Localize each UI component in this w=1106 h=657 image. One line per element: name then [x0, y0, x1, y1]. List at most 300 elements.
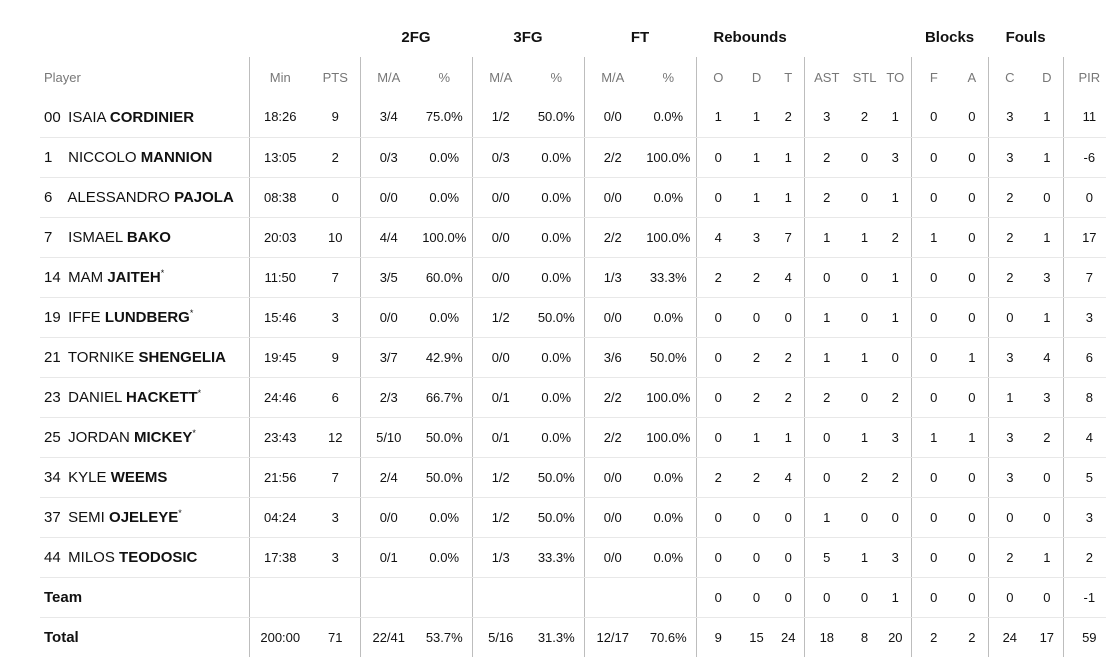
stat-pir: 17	[1063, 217, 1106, 257]
stat-fg3p: 0.0%	[529, 377, 584, 417]
stat-fg2p: 75.0%	[417, 97, 472, 137]
total-stat-ast: 18	[804, 617, 849, 657]
stat-to: 1	[880, 297, 911, 337]
player-name-cell[interactable]	[40, 97, 249, 137]
team-stat-fd: 0	[1031, 577, 1063, 617]
stat-fg3: 1/2	[472, 297, 529, 337]
stat-fg3: 0/0	[472, 257, 529, 297]
player-name-cell[interactable]	[40, 257, 249, 297]
player-name-cell[interactable]	[40, 537, 249, 577]
player-last-name: BAKO	[126, 229, 171, 246]
stat-fg3p: 50.0%	[529, 497, 584, 537]
stat-bf: 1	[911, 417, 956, 457]
column-header-row	[40, 57, 1106, 97]
stat-fd: 0	[1031, 177, 1063, 217]
stat-fg3: 0/0	[472, 337, 529, 377]
stat-fg2: 0/0	[360, 177, 417, 217]
stat-fg3: 0/0	[472, 217, 529, 257]
stat-ft: 2/2	[584, 137, 641, 177]
group-rebounds: Rebounds	[713, 28, 787, 46]
group-header-row	[40, 17, 1106, 57]
stat-t: 1	[773, 177, 804, 217]
stat-pir: 3	[1063, 297, 1106, 337]
box-score-table	[40, 17, 1106, 657]
stat-pir: 0	[1063, 177, 1106, 217]
col-blk-a[interactable]: A	[967, 69, 977, 85]
stat-fc: 0	[988, 497, 1031, 537]
col-blk-f[interactable]: F	[911, 57, 956, 97]
stat-d: 2	[740, 257, 773, 297]
total-stat-pir: 59	[1063, 617, 1106, 657]
stat-ba: 0	[956, 457, 988, 497]
team-stat-t: 0	[773, 577, 804, 617]
stat-to: 2	[880, 457, 911, 497]
stat-pts: 12	[311, 417, 360, 457]
stat-d: 0	[740, 497, 773, 537]
stat-fg3: 1/3	[472, 537, 529, 577]
stat-to: 1	[880, 97, 911, 137]
player-rows	[40, 97, 1106, 657]
stat-d: 2	[740, 457, 773, 497]
player-number: 44	[44, 549, 61, 566]
stat-fg2: 3/5	[360, 257, 417, 297]
stat-ast: 1	[804, 497, 849, 537]
team-label: Team	[40, 577, 249, 617]
stat-d: 3	[740, 217, 773, 257]
stat-pts: 3	[311, 537, 360, 577]
stat-ast: 2	[804, 177, 849, 217]
stat-t: 2	[773, 337, 804, 377]
stat-ba: 0	[956, 297, 988, 337]
stat-t: 0	[773, 497, 804, 537]
stat-bf: 1	[911, 217, 956, 257]
stat-stl: 1	[849, 537, 880, 577]
col-pts[interactable]: PTS	[322, 69, 348, 85]
stat-stl: 0	[849, 377, 880, 417]
stat-ftp: 0.0%	[641, 297, 696, 337]
table-row[interactable]	[40, 497, 1106, 537]
stat-fg2: 0/3	[360, 137, 417, 177]
player-name-cell[interactable]	[40, 177, 249, 217]
stat-d: 2	[740, 337, 773, 377]
total-stat-min: 200:00	[249, 617, 311, 657]
stat-ba: 0	[956, 257, 988, 297]
player-first-name: MAM	[68, 269, 104, 286]
stat-ftp: 0.0%	[641, 177, 696, 217]
group-blocks: Blocks	[924, 28, 975, 46]
col-min[interactable]: Min	[249, 57, 311, 97]
stat-to: 2	[880, 217, 911, 257]
stat-ftp: 50.0%	[641, 337, 696, 377]
player-name-cell[interactable]	[40, 297, 249, 337]
stat-d: 0	[740, 297, 773, 337]
stat-to: 1	[880, 257, 911, 297]
stat-d: 0	[740, 537, 773, 577]
stat-ast: 3	[804, 97, 849, 137]
stat-ba: 0	[956, 137, 988, 177]
stat-ft: 0/0	[584, 297, 641, 337]
stat-o: 0	[696, 377, 740, 417]
col-stl[interactable]: STL	[852, 69, 877, 85]
stat-ftp: 100.0%	[641, 137, 696, 177]
stat-fd: 0	[1031, 457, 1063, 497]
player-last-name: SHENGELIA	[138, 349, 226, 366]
team-stat-fg3p	[529, 577, 584, 617]
player-name-cell[interactable]	[40, 137, 249, 177]
table-row[interactable]	[40, 137, 1106, 177]
stat-ba: 1	[956, 417, 988, 457]
stat-to: 1	[880, 177, 911, 217]
stat-fg3: 1/2	[472, 97, 529, 137]
stat-to: 3	[880, 137, 911, 177]
stat-ft: 3/6	[584, 337, 641, 377]
player-first-name: NICCOLO	[68, 149, 137, 166]
stat-min: 11:50	[249, 257, 311, 297]
stat-o: 1	[696, 97, 740, 137]
stat-ft: 0/0	[584, 457, 641, 497]
stat-ast: 1	[804, 337, 849, 377]
stat-ft: 2/2	[584, 377, 641, 417]
col-3fg-ma[interactable]: M/A	[472, 57, 529, 97]
stat-min: 20:03	[249, 217, 311, 257]
stat-fg3: 0/1	[472, 417, 529, 457]
stat-fg3p: 0.0%	[529, 337, 584, 377]
player-number: 37	[44, 509, 61, 526]
total-stat-fd: 17	[1039, 629, 1055, 645]
stat-bf: 0	[911, 377, 956, 417]
stat-pts: 7	[311, 457, 360, 497]
stat-min: 21:56	[249, 457, 311, 497]
col-ast[interactable]: AST	[804, 57, 849, 97]
stat-d: 1	[740, 177, 773, 217]
team-stat-min	[249, 577, 311, 617]
player-first-name: JORDAN	[68, 429, 130, 446]
stat-ba: 0	[956, 97, 988, 137]
col-ft-pct[interactable]: %	[662, 69, 675, 85]
player-name-cell[interactable]	[40, 217, 249, 257]
stat-stl: 0	[849, 177, 880, 217]
stat-ba: 1	[956, 337, 988, 377]
stat-fc: 2	[988, 177, 1031, 217]
player-number: 6	[44, 189, 53, 206]
stat-bf: 0	[911, 457, 956, 497]
stat-fc: 3	[988, 417, 1031, 457]
stat-fg3p: 33.3%	[529, 537, 584, 577]
stat-fd: 3	[1031, 257, 1063, 297]
stat-ft: 1/3	[584, 257, 641, 297]
stat-bf: 0	[911, 257, 956, 297]
stat-to: 3	[880, 417, 911, 457]
stat-bf: 0	[911, 337, 956, 377]
col-pir[interactable]: PIR	[1063, 57, 1106, 97]
stat-t: 2	[773, 377, 804, 417]
team-stat-fg2p	[417, 577, 472, 617]
stat-min: 08:38	[249, 177, 311, 217]
player-last-name: CORDINIER	[109, 108, 195, 126]
stat-fg3: 0/0	[472, 177, 529, 217]
player-last-name: MICKEY	[134, 429, 193, 446]
stat-fg2: 5/10	[360, 417, 417, 457]
stat-o: 0	[696, 177, 740, 217]
stat-min: 15:46	[249, 297, 311, 337]
team-stat-to: 1	[880, 577, 911, 617]
col-ft-ma[interactable]: M/A	[584, 57, 641, 97]
table-row[interactable]	[40, 377, 1106, 417]
stat-pts: 7	[311, 257, 360, 297]
stat-t: 1	[773, 137, 804, 177]
stat-ft: 0/0	[584, 97, 641, 137]
stat-ft: 0/0	[584, 497, 641, 537]
total-stat-stl: 8	[860, 629, 869, 645]
table-row[interactable]	[40, 217, 1106, 257]
stat-o: 0	[696, 137, 740, 177]
col-reb-o[interactable]: O	[696, 57, 740, 97]
team-stat-d: 0	[740, 577, 773, 617]
stat-t: 0	[773, 297, 804, 337]
stat-ft: 2/2	[584, 217, 641, 257]
col-2fg-ma[interactable]: M/A	[360, 57, 417, 97]
stat-stl: 2	[849, 457, 880, 497]
player-name-cell[interactable]	[40, 457, 249, 497]
stat-pts: 6	[311, 377, 360, 417]
team-stat-o: 0	[696, 577, 740, 617]
stat-d: 1	[740, 137, 773, 177]
col-reb-d[interactable]: D	[751, 69, 762, 85]
stat-fg2: 3/7	[360, 337, 417, 377]
player-last-name: PAJOLA	[174, 189, 234, 206]
stat-t: 4	[773, 457, 804, 497]
stat-ftp: 0.0%	[641, 497, 696, 537]
stat-stl: 0	[849, 297, 880, 337]
stat-fc: 3	[988, 457, 1031, 497]
starter-marker: *	[192, 428, 196, 438]
stat-fd: 3	[1031, 377, 1063, 417]
total-stat-ft: 12/17	[584, 617, 641, 657]
group-3fg: 3FG	[513, 28, 543, 46]
stat-fg2p: 50.0%	[417, 457, 472, 497]
col-reb-t[interactable]: T	[784, 69, 793, 85]
player-last-name: OJELEYE	[109, 509, 179, 526]
stat-fg3p: 0.0%	[529, 137, 584, 177]
stat-min: 18:26	[249, 97, 311, 137]
stat-ast: 5	[804, 537, 849, 577]
starter-marker: *	[178, 508, 182, 518]
stat-fg3p: 50.0%	[529, 297, 584, 337]
team-stat-bf: 0	[911, 577, 956, 617]
stat-ft: 2/2	[584, 417, 641, 457]
stat-t: 4	[773, 257, 804, 297]
stat-ast: 1	[804, 297, 849, 337]
starter-marker: *	[189, 308, 194, 318]
team-stat-ft	[584, 577, 641, 617]
stat-fg2: 3/4	[360, 97, 417, 137]
stat-fg3p: 0.0%	[529, 177, 584, 217]
stat-min: 17:38	[249, 537, 311, 577]
player-last-name: LUNDBERG	[104, 309, 190, 326]
table-row[interactable]	[40, 177, 1106, 217]
col-2fg-pct[interactable]: %	[438, 69, 451, 85]
stat-pir: 7	[1063, 257, 1106, 297]
table-row[interactable]	[40, 457, 1106, 497]
table-row[interactable]	[40, 337, 1106, 377]
stat-bf: 0	[911, 137, 956, 177]
player-first-name: DANIEL	[68, 389, 122, 406]
stat-fg3p: 0.0%	[529, 417, 584, 457]
stat-fg3: 0/3	[472, 137, 529, 177]
stat-pts: 9	[311, 97, 360, 137]
player-first-name: IFFE	[68, 309, 101, 326]
stat-fd: 1	[1031, 137, 1063, 177]
stat-fg2: 0/1	[360, 537, 417, 577]
stat-fd: 4	[1031, 337, 1063, 377]
total-stat-fg2p: 53.7%	[425, 629, 463, 645]
stat-t: 7	[773, 217, 804, 257]
stat-ast: 0	[804, 417, 849, 457]
stat-min: 04:24	[249, 497, 311, 537]
stat-bf: 0	[911, 297, 956, 337]
player-last-name: MANNION	[140, 149, 213, 166]
stat-stl: 1	[849, 417, 880, 457]
stat-pir: 6	[1063, 337, 1106, 377]
player-name-cell[interactable]	[40, 497, 249, 537]
player-last-name: WEEMS	[110, 469, 168, 486]
stat-ftp: 0.0%	[641, 537, 696, 577]
player-name-cell[interactable]	[40, 377, 249, 417]
stat-fg2: 4/4	[360, 217, 417, 257]
total-stat-ba: 2	[968, 629, 976, 645]
col-foul-d[interactable]: D	[1042, 69, 1052, 85]
col-3fg-pct[interactable]: %	[550, 69, 563, 85]
stat-pir: 2	[1063, 537, 1106, 577]
stat-fg2p: 60.0%	[417, 257, 472, 297]
stat-ft: 0/0	[584, 537, 641, 577]
stat-o: 2	[696, 457, 740, 497]
player-first-name: TORNIKE	[67, 349, 135, 366]
player-first-name: KYLE	[68, 469, 107, 486]
stat-fd: 1	[1031, 97, 1063, 137]
stat-stl: 1	[849, 217, 880, 257]
stat-fd: 0	[1031, 497, 1063, 537]
stat-fg2p: 0.0%	[417, 497, 472, 537]
stat-fd: 1	[1031, 297, 1063, 337]
stat-min: 23:43	[249, 417, 311, 457]
player-first-name: ISAIA	[68, 108, 106, 126]
stat-fd: 1	[1031, 537, 1063, 577]
team-stat-ftp	[641, 577, 696, 617]
team-stat-pts	[311, 577, 360, 617]
stat-bf: 0	[911, 537, 956, 577]
table-row[interactable]	[40, 297, 1106, 337]
stat-fc: 3	[988, 137, 1031, 177]
stat-pir: -6	[1063, 137, 1106, 177]
stat-ftp: 100.0%	[641, 377, 696, 417]
stat-o: 0	[696, 417, 740, 457]
player-number: 19	[44, 309, 61, 326]
col-to[interactable]: TO	[886, 69, 905, 85]
stat-fc: 3	[988, 337, 1031, 377]
stat-ast: 2	[804, 137, 849, 177]
total-stat-t: 24	[781, 629, 796, 645]
stat-ba: 0	[956, 217, 988, 257]
stat-fg2: 0/0	[360, 497, 417, 537]
group-ft: FT	[630, 28, 650, 46]
col-foul-c[interactable]: C	[988, 57, 1031, 97]
stat-stl: 0	[849, 137, 880, 177]
stat-d: 2	[740, 377, 773, 417]
player-name-cell[interactable]	[40, 337, 249, 377]
stat-fc: 1	[988, 377, 1031, 417]
stat-fg3p: 50.0%	[529, 97, 584, 137]
stat-ftp: 100.0%	[641, 217, 696, 257]
stat-ba: 0	[956, 177, 988, 217]
stat-fg2p: 42.9%	[417, 337, 472, 377]
stat-stl: 2	[849, 97, 880, 137]
stat-fc: 2	[988, 537, 1031, 577]
stat-stl: 0	[849, 257, 880, 297]
stat-d: 1	[740, 97, 773, 137]
stat-fg2: 0/0	[360, 297, 417, 337]
stat-pts: 2	[311, 137, 360, 177]
team-stat-fc: 0	[988, 577, 1031, 617]
stat-fg3: 0/1	[472, 377, 529, 417]
stat-t: 0	[773, 537, 804, 577]
player-name-cell[interactable]	[40, 417, 249, 457]
stat-ast: 0	[804, 257, 849, 297]
total-stat-d: 15	[749, 629, 764, 645]
stat-ftp: 33.3%	[641, 257, 696, 297]
stat-stl: 0	[849, 497, 880, 537]
player-number: 21	[44, 349, 61, 366]
stat-fd: 2	[1031, 417, 1063, 457]
player-first-name: ISMAEL	[68, 229, 123, 246]
stat-o: 0	[696, 297, 740, 337]
stat-pir: 11	[1063, 97, 1106, 137]
stat-ba: 0	[956, 497, 988, 537]
stat-ast: 0	[804, 457, 849, 497]
stat-fd: 1	[1031, 217, 1063, 257]
player-last-name: HACKETT	[125, 389, 198, 406]
total-stat-o: 9	[696, 617, 740, 657]
stat-t: 1	[773, 417, 804, 457]
table-row[interactable]	[40, 97, 1106, 137]
team-stat-ba: 0	[956, 577, 988, 617]
stat-fg2: 2/3	[360, 377, 417, 417]
stat-min: 24:46	[249, 377, 311, 417]
stat-fg2: 2/4	[360, 457, 417, 497]
total-stat-fc: 24	[988, 617, 1031, 657]
stat-ftp: 0.0%	[641, 457, 696, 497]
team-stat-stl: 0	[849, 577, 880, 617]
total-stat-fg3p: 31.3%	[537, 629, 575, 645]
stat-o: 0	[696, 337, 740, 377]
stat-d: 1	[740, 417, 773, 457]
table-row[interactable]	[40, 537, 1106, 577]
team-stat-fg2	[360, 577, 417, 617]
stat-to: 0	[880, 497, 911, 537]
table-row[interactable]	[40, 417, 1106, 457]
player-last-name: TEODOSIC	[119, 549, 198, 566]
stat-fc: 2	[988, 217, 1031, 257]
table-row[interactable]	[40, 257, 1106, 297]
group-fouls: Fouls	[1005, 28, 1046, 46]
stat-fg2p: 0.0%	[417, 177, 472, 217]
starter-marker: *	[197, 388, 202, 398]
stat-fg2p: 100.0%	[417, 217, 472, 257]
stat-fg3p: 0.0%	[529, 217, 584, 257]
stat-pts: 10	[311, 217, 360, 257]
col-player[interactable]: Player	[44, 69, 81, 85]
stat-ast: 1	[804, 217, 849, 257]
